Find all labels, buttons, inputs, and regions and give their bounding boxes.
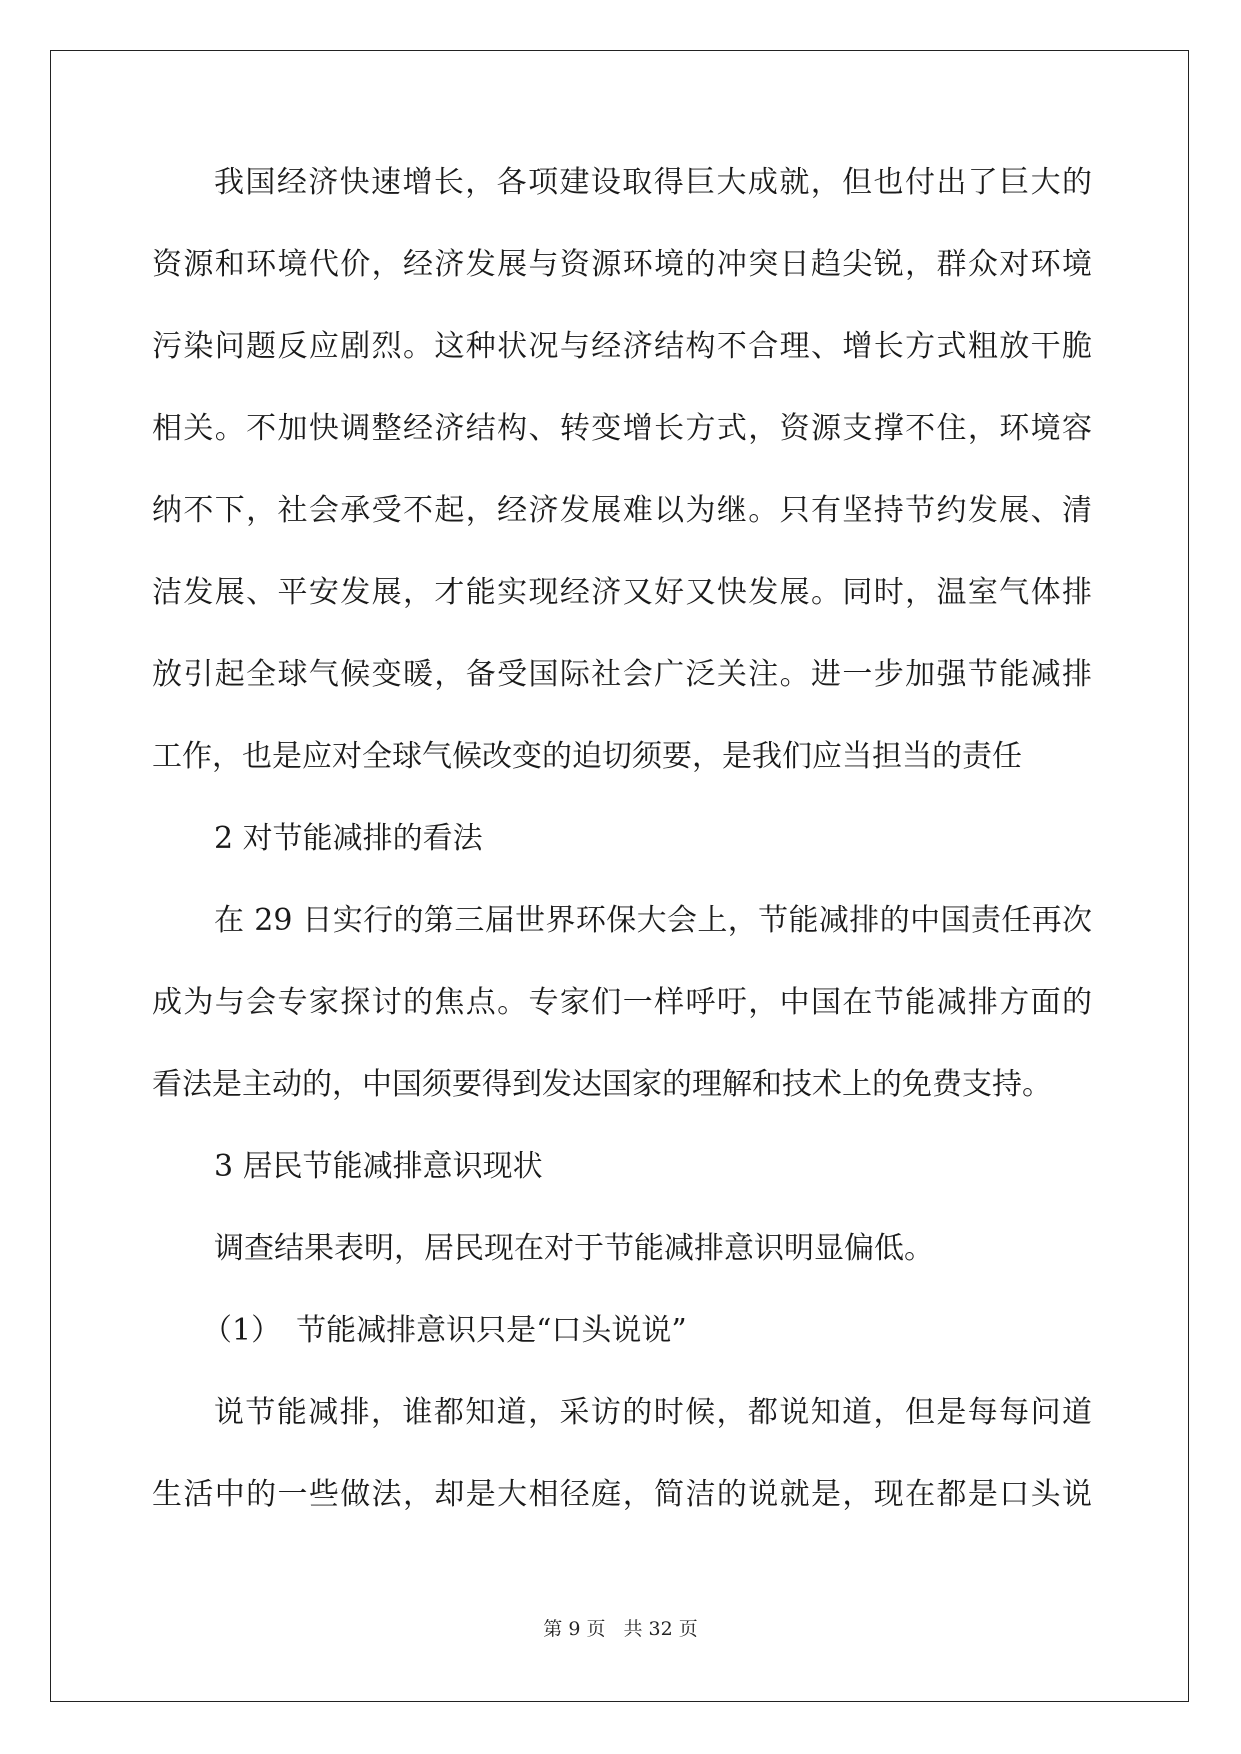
- text-line: 看法是主动的，中国须要得到发达国家的理解和技术上的免费支持。: [152, 1067, 1052, 1102]
- text-line: 污染问题反应剧烈。这种状况与经济结构不合理、增长方式粗放干脆: [152, 329, 1092, 364]
- text-line: 资源和环境代价，经济发展与资源环境的冲突日趋尖锐，群众对环境: [152, 247, 1092, 282]
- list-item-heading: （1） 节能减排意识只是“口头说说”: [202, 1313, 687, 1348]
- section-heading: 3 居民节能减排意识现状: [214, 1149, 543, 1184]
- text-line: 在 29 日实行的第三届世界环保大会上，节能减排的中国责任再次: [214, 903, 1092, 938]
- document-body: [152, 160, 1092, 1554]
- text-line: 工作，也是应对全球气候改变的迫切须要，是我们应当担当的责任: [152, 739, 1022, 774]
- text-line: 调查结果表明，居民现在对于节能减排意识明显偏低。: [214, 1231, 934, 1266]
- page-number: 第 9 页: [543, 1618, 606, 1640]
- text-line: 放引起全球气候变暖，备受国际社会广泛关注。进一步加强节能减排: [152, 657, 1092, 692]
- text-line: 洁发展、平安发展，才能实现经济又好又快发展。同时，温室气体排: [152, 575, 1092, 610]
- page-total: 共 32 页: [623, 1618, 698, 1640]
- text-line: 说节能减排，谁都知道，采访的时候，都说知道，但是每每问道: [214, 1395, 1092, 1430]
- text-line: 纳不下，社会承受不起，经济发展难以为继。只有坚持节约发展、清: [152, 493, 1092, 528]
- page-footer: [0, 1614, 1241, 1641]
- text-line: 成为与会专家探讨的焦点。专家们一样呼吁，中国在节能减排方面的: [152, 985, 1092, 1020]
- text-line: 相关。不加快调整经济结构、转变增长方式，资源支撑不住，环境容: [152, 411, 1092, 446]
- section-heading: 2 对节能减排的看法: [214, 821, 483, 856]
- text-line: 我国经济快速增长，各项建设取得巨大成就，但也付出了巨大的: [214, 165, 1092, 200]
- text-line: 生活中的一些做法，却是大相径庭，简洁的说就是，现在都是口头说: [152, 1477, 1092, 1512]
